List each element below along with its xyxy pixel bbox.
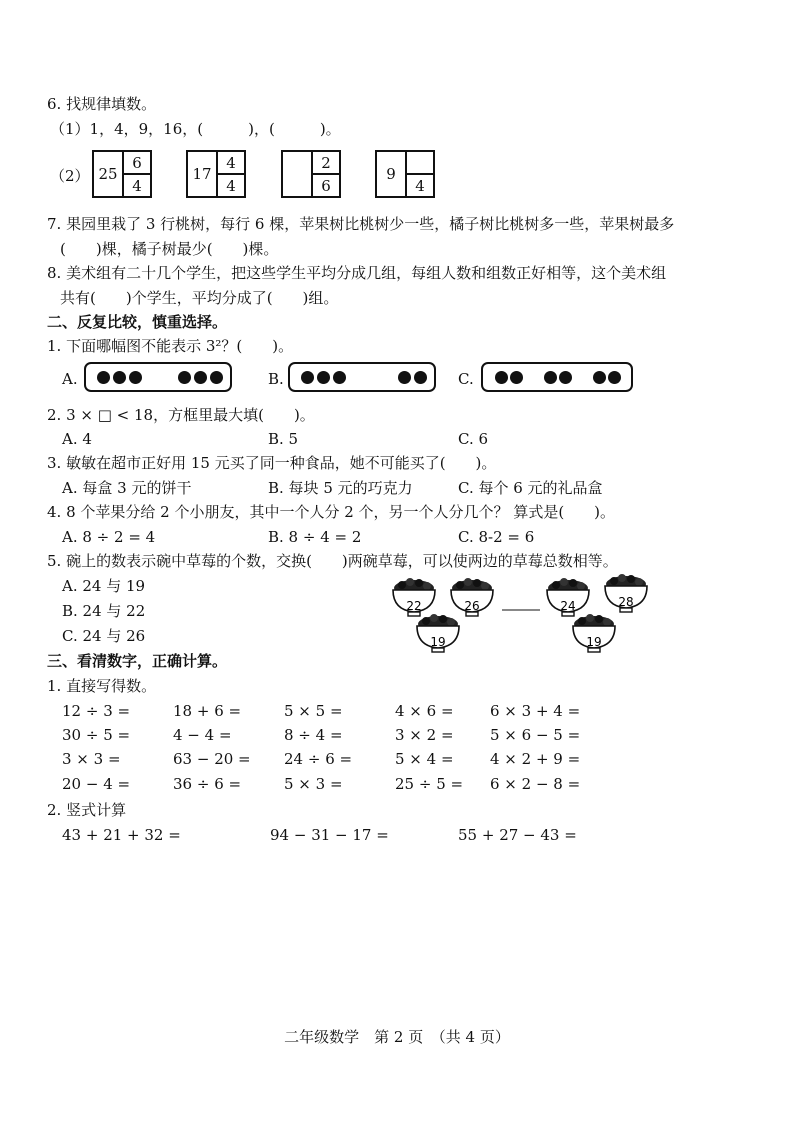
calc-item[interactable]: 5 × 5 =	[284, 702, 343, 720]
calc-item[interactable]: 20 − 4 =	[62, 775, 131, 793]
number-box-top: 2	[321, 154, 331, 172]
s2-q3-option-b[interactable]: B. 每块 5 元的巧克力	[268, 479, 413, 497]
calc-item[interactable]: 63 − 20 =	[173, 750, 251, 768]
strawberry-bowls-figure	[380, 570, 650, 660]
dot	[97, 371, 110, 384]
s2-q2-text: 2. 3 × □ < 18，方框里最大填( )。	[47, 406, 315, 424]
dot	[544, 371, 557, 384]
dot	[333, 371, 346, 384]
dot	[210, 371, 223, 384]
number-box-bottom: 4	[415, 177, 425, 195]
number-box-bottom: 4	[132, 177, 142, 195]
dot-frame-b[interactable]	[288, 362, 436, 392]
number-box-4[interactable]	[375, 150, 435, 198]
s2-q4-option-b[interactable]: B. 8 ÷ 4 = 2	[268, 528, 362, 546]
calc-item[interactable]: 25 ÷ 5 =	[395, 775, 464, 793]
dot	[608, 371, 621, 384]
s2-q3-text: 3. 敏敏在超市正好用 15 元买了同一种食品，她不可能买了( )。	[47, 454, 497, 472]
calc-item[interactable]: 5 × 3 =	[284, 775, 343, 793]
bowl-label: 24	[560, 599, 576, 613]
number-box-bottom: 6	[321, 177, 331, 195]
dot	[129, 371, 142, 384]
s2-q1-option-c[interactable]: C.	[458, 370, 474, 388]
calc-item[interactable]: 5 × 6 − 5 =	[490, 726, 581, 744]
q8-line2: 共有( )个学生，平均分成了( )组。	[60, 289, 339, 307]
dot	[113, 371, 126, 384]
s2-q4-option-c[interactable]: C. 8-2 = 6	[458, 528, 535, 546]
number-box-top: 4	[226, 154, 236, 172]
s2-q1-text: 1. 下面哪幅图不能表示 3²？( )。	[47, 337, 294, 355]
dot	[398, 371, 411, 384]
vertical-calc-3[interactable]: 55 + 27 − 43 =	[458, 826, 577, 844]
calc-item[interactable]: 12 ÷ 3 =	[62, 702, 131, 720]
section2-title: 二、反复比较，慎重选择。	[47, 313, 228, 331]
calc-item[interactable]: 4 × 6 =	[395, 702, 454, 720]
s2-q1-option-a[interactable]: A.	[62, 370, 78, 388]
s2-q4-text: 4. 8 个苹果分给 2 个小朋友，其中一个人分 2 个，另一个人分几个？ 算式是( )。	[47, 503, 616, 521]
calc-item[interactable]: 18 + 6 =	[173, 702, 242, 720]
number-box-bottom: 4	[226, 177, 236, 195]
s2-q2-option-a[interactable]: A. 4	[62, 430, 92, 448]
page-footer: 二年级数学 第 2 页 （共 4 页）	[284, 1028, 510, 1046]
dot	[194, 371, 207, 384]
s2-q2-option-b[interactable]: B. 5	[268, 430, 299, 448]
dot-frame-c[interactable]	[481, 362, 633, 392]
q6-part2-label: （2）	[50, 167, 90, 185]
s3-sub1: 1. 直接写得数。	[47, 677, 157, 695]
dot-frame-a[interactable]	[84, 362, 232, 392]
bowl-label: 28	[618, 595, 634, 609]
bowl-label: 26	[464, 599, 480, 613]
dot	[317, 371, 330, 384]
calc-item[interactable]: 4 − 4 =	[173, 726, 232, 744]
calc-item[interactable]: 4 × 2 + 9 =	[490, 750, 581, 768]
s2-q3-option-a[interactable]: A. 每盒 3 元的饼干	[62, 479, 192, 497]
dot	[593, 371, 606, 384]
number-box-top: 6	[132, 154, 142, 172]
number-box-2	[186, 150, 246, 198]
dot	[301, 371, 314, 384]
q8-line1: 8. 美术组有二十几个学生，把这些学生平均分成几组，每组人数和组数正好相等，这个美术组	[47, 264, 667, 282]
s2-q2-option-c[interactable]: C. 6	[458, 430, 489, 448]
s2-q3-option-c[interactable]: C. 每个 6 元的礼品盒	[458, 479, 603, 497]
calc-item[interactable]: 5 × 4 =	[395, 750, 454, 768]
bowl-label: 19	[586, 635, 602, 649]
q6-part1: （1）1，4，9，16，( )，( )。	[50, 120, 341, 138]
calc-item[interactable]: 30 ÷ 5 =	[62, 726, 131, 744]
dot	[495, 371, 508, 384]
number-box-left: 17	[192, 165, 212, 183]
number-box-left: 25	[98, 165, 118, 183]
q6-title: 6. 找规律填数。	[47, 95, 157, 113]
calc-item[interactable]: 3 × 3 =	[62, 750, 121, 768]
bowl-label: 19	[430, 635, 446, 649]
q7-line2: ( )棵，橘子树最少( )棵。	[60, 240, 279, 258]
dot	[559, 371, 572, 384]
section3-title: 三、看清数字，正确计算。	[47, 652, 228, 670]
dot	[510, 371, 523, 384]
calc-item[interactable]: 36 ÷ 6 =	[173, 775, 242, 793]
s2-q5-option-b[interactable]: B. 24 与 22	[62, 602, 146, 620]
vertical-calc-1[interactable]: 43 + 21 + 32 =	[62, 826, 181, 844]
number-box-3[interactable]	[281, 150, 341, 198]
dot	[178, 371, 191, 384]
vertical-calc-2[interactable]: 94 − 31 − 17 =	[270, 826, 389, 844]
calc-item[interactable]: 6 × 2 − 8 =	[490, 775, 581, 793]
s2-q5-option-c[interactable]: C. 24 与 26	[62, 627, 146, 645]
calc-item[interactable]: 8 ÷ 4 =	[284, 726, 343, 744]
number-box-left: 9	[386, 165, 396, 183]
q7-line1: 7. 果园里栽了 3 行桃树，每行 6 棵，苹果树比桃树少一些，橘子树比桃树多一些，苹果树最多	[47, 215, 675, 233]
s2-q4-option-a[interactable]: A. 8 ÷ 2 = 4	[62, 528, 156, 546]
s2-q5-option-a[interactable]: A. 24 与 19	[62, 577, 146, 595]
calc-item[interactable]: 3 × 2 =	[395, 726, 454, 744]
s3-sub2: 2. 竖式计算	[47, 801, 127, 819]
s2-q1-option-b[interactable]: B.	[268, 370, 284, 388]
calc-item[interactable]: 24 ÷ 6 =	[284, 750, 353, 768]
s2-q5-text: 5. 碗上的数表示碗中草莓的个数，交换( )两碗草莓，可以使两边的草莓总数相等。	[47, 552, 618, 570]
bowl-label: 22	[406, 599, 422, 613]
calc-item[interactable]: 6 × 3 + 4 =	[490, 702, 581, 720]
number-box-1	[92, 150, 152, 198]
dot	[414, 371, 427, 384]
number-box-left[interactable]	[283, 152, 311, 196]
